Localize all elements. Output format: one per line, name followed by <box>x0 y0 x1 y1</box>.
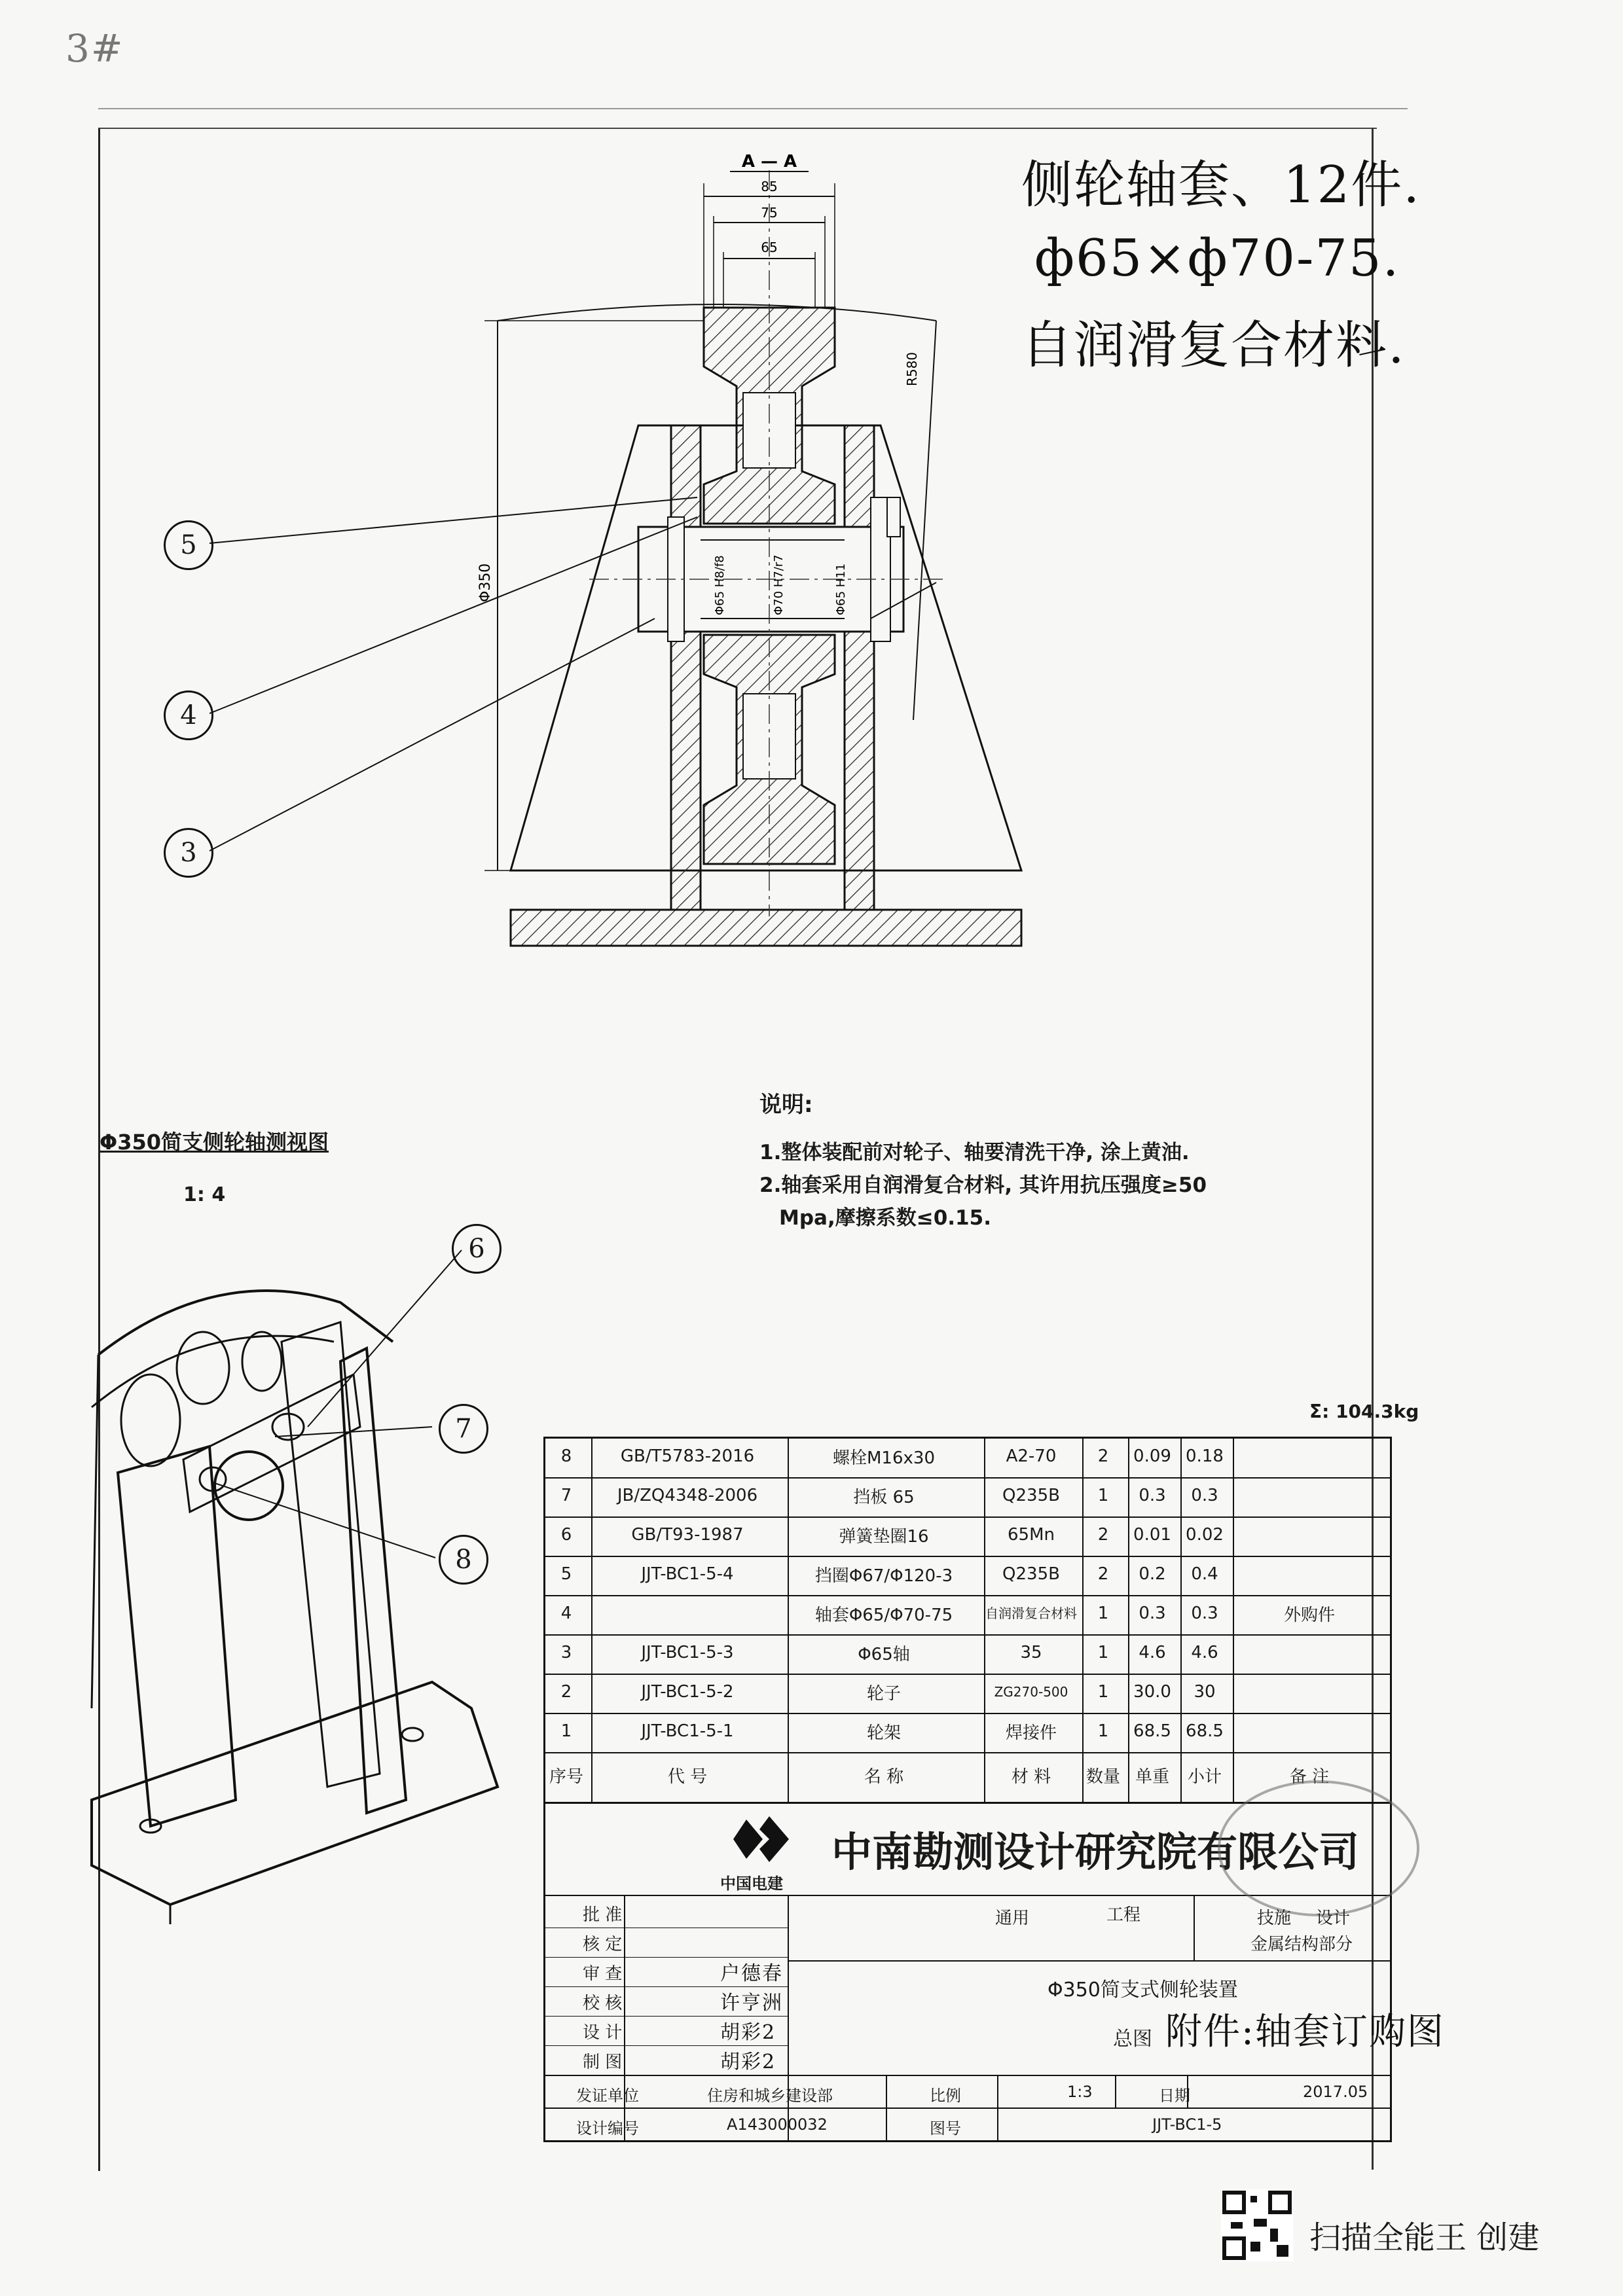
balloon-7: 7 <box>439 1404 488 1454</box>
bom-cell-code: GB/T5783-2016 <box>620 1446 755 1466</box>
bom-cell-code: JB/ZQ4348-2006 <box>617 1486 758 1505</box>
company-name: 中南勘测设计研究院有限公司 <box>831 1828 1360 1876</box>
fit-h8f8: Φ65 H8/f8 <box>713 555 727 615</box>
bom-cell-name: 轴套Φ65/Φ70-75 <box>814 1605 953 1625</box>
bom-cell-qty: 2 <box>1097 1446 1109 1466</box>
bom-cell-code: JJT-BC1-5-4 <box>641 1564 734 1584</box>
bom-cell-note <box>1231 1554 1388 1594</box>
notes-item-1: 1.整体装配前对轮子、轴要清洗干净, 涂上黄油. <box>759 1141 1190 1164</box>
iso-view-scale: 1: 4 <box>183 1183 226 1206</box>
date-value: 2017.05 <box>1303 2083 1368 2101</box>
handwritten-title: 附件:轴套订购图 <box>1165 2011 1445 2053</box>
bom-cell-no: 2 <box>560 1682 572 1702</box>
bom-cell-material: 65Mn <box>1008 1525 1055 1545</box>
section-view-a-a <box>0 0 1623 982</box>
bom-cell-material: 焊接件 <box>1005 1723 1057 1743</box>
company-logo-icon <box>733 1813 792 1865</box>
bom-cell-no: 6 <box>560 1525 572 1545</box>
logo-text: 中国电建 <box>720 1874 783 1893</box>
bom-cell-unit: 0.2 <box>1139 1564 1166 1584</box>
signature-check: 许亨洲 <box>720 1992 783 2015</box>
bom-cell-material: 35 <box>1020 1643 1042 1662</box>
balloon-5: 5 <box>164 520 213 570</box>
general-label: 总图 <box>1113 2028 1152 2051</box>
notes-item-3: Mpa,摩擦系数≤0.15. <box>779 1206 991 1230</box>
signature-review: 户德春 <box>720 1962 783 1985</box>
bom-cell-total: 0.4 <box>1191 1564 1218 1584</box>
bom-cell-no: 7 <box>560 1486 572 1505</box>
label-design: 设 计 <box>583 2023 623 2043</box>
company-seal <box>1218 1780 1419 1916</box>
bom-cell-unit: 68.5 <box>1133 1721 1171 1741</box>
balloon-6: 6 <box>452 1224 501 1274</box>
label-verify: 核 定 <box>583 1935 623 1954</box>
dim-65: 65 <box>761 240 778 255</box>
bom-cell-no: 5 <box>560 1564 572 1584</box>
dim-phi350: Φ350 <box>477 563 494 602</box>
bom-cell-no: 1 <box>560 1721 572 1741</box>
balloon-8: 8 <box>439 1535 488 1585</box>
bom-header-code: 代 号 <box>667 1767 708 1787</box>
bom-cell-unit: 0.3 <box>1139 1486 1166 1505</box>
bom-cell-no: 3 <box>560 1643 572 1662</box>
bom-cell-total: 0.18 <box>1186 1446 1224 1466</box>
bom-cell-qty: 2 <box>1097 1525 1109 1545</box>
bom-cell-note <box>1231 1633 1388 1672</box>
balloon-3: 3 <box>164 828 213 878</box>
bom-cell-unit: 30.0 <box>1133 1682 1171 1702</box>
signature-draw: 胡彩2 <box>720 2051 776 2073</box>
label-cert-no: 设计编号 <box>576 2119 639 2138</box>
notes-title: 说明: <box>759 1092 813 1118</box>
bom-cell-name: 螺栓M16x30 <box>833 1448 935 1468</box>
notes-item-2: 2.轴套采用自润滑复合材料, 其许用抗压强度≥50 <box>759 1174 1207 1197</box>
bom-cell-material: Q235B <box>1002 1486 1060 1505</box>
bom-cell-material: A2-70 <box>1006 1446 1057 1466</box>
fit-h11: Φ65 H11 <box>834 563 848 615</box>
bom-cell-total: 68.5 <box>1186 1721 1224 1741</box>
bom-header-note: 备 注 <box>1289 1767 1330 1787</box>
scanner-text: 扫描全能王 创建 <box>1309 2219 1540 2256</box>
bom-cell-note <box>1231 1672 1388 1712</box>
bom-cell-total: 0.3 <box>1191 1604 1218 1623</box>
bom-header-name: 名 称 <box>864 1767 904 1787</box>
bom-header-no: 序号 <box>549 1767 583 1787</box>
bom-cell-note <box>1231 1476 1388 1515</box>
bom-header-material: 材 料 <box>1011 1767 1051 1787</box>
bom-cell-note <box>1231 1712 1388 1751</box>
bom-cell-code: GB/T93-1987 <box>631 1525 744 1545</box>
bom-cell-no: 4 <box>560 1604 572 1623</box>
bom-cell-qty: 1 <box>1097 1721 1109 1741</box>
bom-cell-name: Φ65轴 <box>858 1644 910 1664</box>
bom-cell-note: 外购件 <box>1283 1605 1335 1625</box>
label-check: 校 核 <box>583 1994 623 2013</box>
bom-cell-name: 挡板 65 <box>853 1487 915 1507</box>
label-draw: 制 图 <box>583 2053 623 2072</box>
date-label: 日期 <box>1159 2087 1190 2105</box>
bom-cell-code: JJT-BC1-5-3 <box>641 1643 734 1662</box>
balloon-4: 4 <box>164 691 213 740</box>
bom-cell-unit: 4.6 <box>1139 1643 1166 1662</box>
dept-line2: 设计 <box>1316 1909 1351 1928</box>
bom-header-total: 小计 <box>1187 1767 1222 1787</box>
bom-cell-name: 挡圈Φ67/Φ120-3 <box>814 1566 953 1586</box>
scale-label: 比例 <box>930 2087 961 2105</box>
usage-label: 通用 <box>995 1909 1030 1928</box>
bom-cell-qty: 1 <box>1097 1643 1109 1662</box>
dept-line1: 技施 <box>1257 1909 1292 1928</box>
bom-cell-code: JJT-BC1-5-2 <box>641 1682 734 1702</box>
bom-cell-unit: 0.3 <box>1139 1604 1166 1623</box>
corner-mark: 3# <box>65 26 124 71</box>
bom-cell-qty: 2 <box>1097 1564 1109 1584</box>
bom-cell-total: 0.02 <box>1186 1525 1224 1545</box>
bom-cell-material: Q235B <box>1002 1564 1060 1584</box>
dim-85: 85 <box>761 179 778 194</box>
bom-header-qty: 数量 <box>1085 1767 1120 1787</box>
bom-cell-note <box>1231 1437 1388 1476</box>
dim-75: 75 <box>761 205 778 221</box>
bom-cell-name: 轮子 <box>866 1683 901 1704</box>
drawing-no-value: JJT-BC1-5 <box>1152 2115 1222 2134</box>
dim-r580: R580 <box>904 351 920 386</box>
dept-line3: 金属结构部分 <box>1250 1935 1353 1954</box>
label-approve: 批 准 <box>583 1905 623 1925</box>
bom-header-unit: 单重 <box>1135 1767 1169 1787</box>
scale-value: 1:3 <box>1067 2083 1093 2101</box>
bom-cell-total: 0.3 <box>1191 1486 1218 1505</box>
iso-view-title: Φ350简支侧轮轴测视图 <box>100 1130 329 1155</box>
bom-cell-total: 4.6 <box>1191 1643 1218 1662</box>
project-label: 工程 <box>1106 1905 1141 1925</box>
bom-cell-name: 弹簧垫圈16 <box>839 1526 929 1547</box>
bom-cell-total: 30 <box>1194 1682 1216 1702</box>
fit-h7r7: Φ70 H7/r7 <box>772 554 786 615</box>
label-review: 审 查 <box>583 1964 623 1984</box>
drawing-no-label: 图号 <box>930 2119 961 2138</box>
iso-view-drawing <box>0 1211 589 1944</box>
bom-cell-name: 轮架 <box>866 1723 901 1743</box>
bom-cell-qty: 1 <box>1097 1682 1109 1702</box>
section-title: A — A <box>741 152 797 171</box>
cert-no-value: A143000032 <box>727 2115 828 2134</box>
issuer-value: 住房和城乡建设部 <box>707 2087 833 2105</box>
bom-cell-no: 8 <box>560 1446 572 1466</box>
bom-cell-material: ZG270-500 <box>994 1684 1068 1700</box>
bom-cell-note <box>1231 1515 1388 1554</box>
signature-design: 胡彩2 <box>720 2021 776 2044</box>
bom-cell-code: JJT-BC1-5-1 <box>641 1721 734 1741</box>
handwritten-note-line2: ф65×ф70-75. <box>1034 229 1400 288</box>
qr-code-icon <box>1221 2189 1293 2261</box>
bom-cell-unit: 0.09 <box>1133 1446 1171 1466</box>
bom-cell-qty: 1 <box>1097 1486 1109 1505</box>
bom-cell-material: 自润滑复合材料 <box>985 1605 1077 1621</box>
bom-cell-unit: 0.01 <box>1133 1525 1171 1545</box>
total-weight: Σ: 104.3kg <box>1309 1401 1419 1422</box>
handwritten-note-line1: 侧轮轴套、12件. <box>1021 156 1421 215</box>
handwritten-note-line3: 自润滑复合材料. <box>1021 316 1406 375</box>
bom-cell-code <box>589 1594 786 1633</box>
label-issuer: 发证单位 <box>576 2087 639 2105</box>
drawing-title: Φ350简支式侧轮装置 <box>1048 1979 1238 2001</box>
bom-cell-qty: 1 <box>1097 1604 1109 1623</box>
